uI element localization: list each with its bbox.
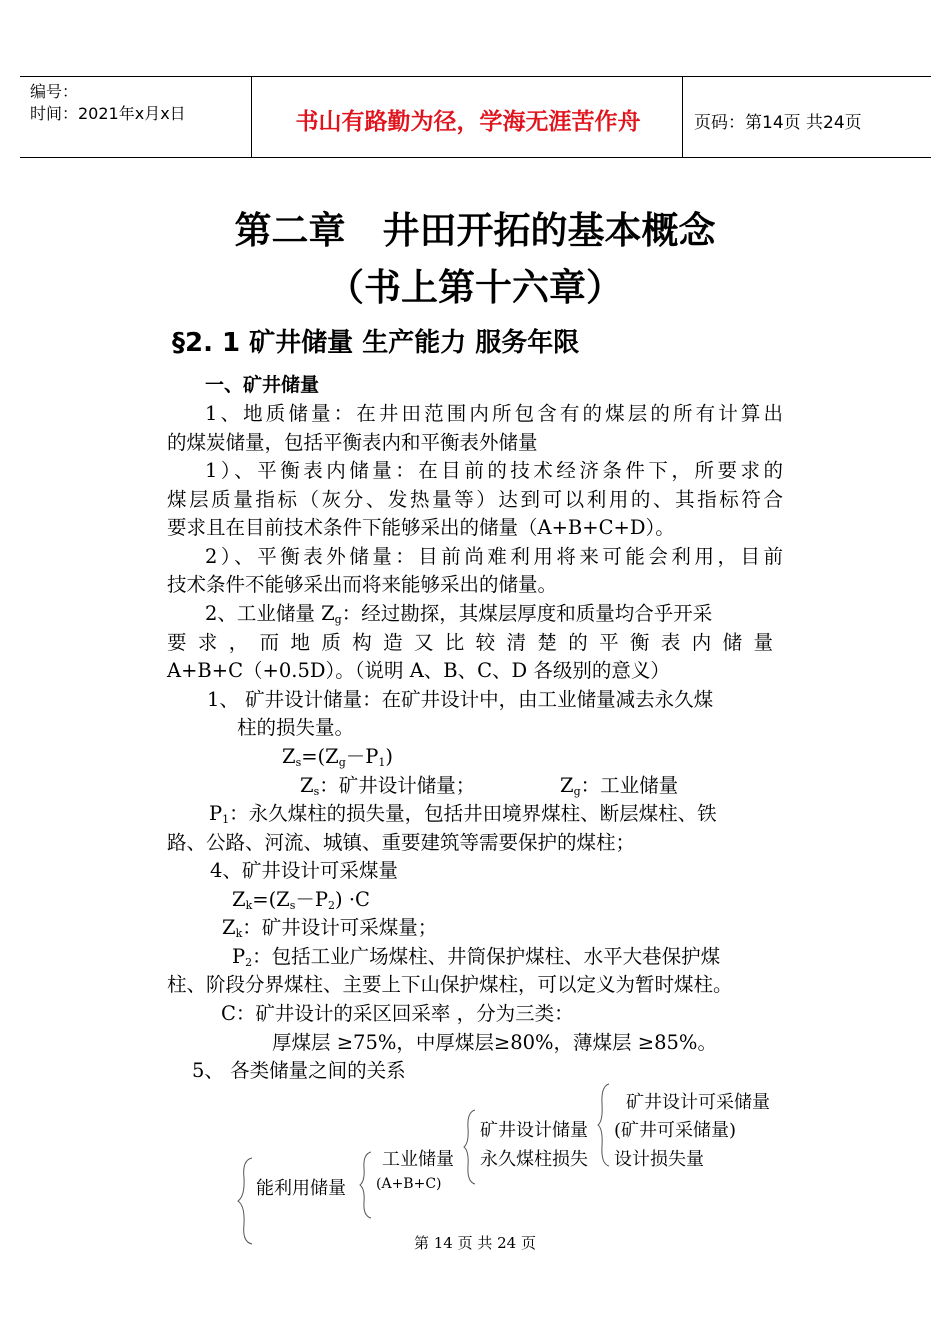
chapter-title: 第二章 井田开拓的基本概念 xyxy=(234,209,716,252)
paragraph-line: 技术条件不能够采出而将来能够采出的储量。 xyxy=(167,573,558,596)
paragraph-line: 2）、平衡表外储量：目前尚难利用将来可能会利用，目前 xyxy=(205,545,783,568)
diagram-recoverable-sub: (矿井可采储量) xyxy=(614,1120,737,1141)
paragraph-line: 厚煤层 ≥75%，中厚煤层≥80%，薄煤层 ≥85%。 xyxy=(272,1031,717,1054)
paragraph-line: 5、 各类储量之间的关系 xyxy=(192,1059,406,1082)
paragraph-line: 柱的损失量。 xyxy=(237,716,355,739)
header-divider xyxy=(251,77,252,157)
paragraph-line: 1、地质储量：在井田范围内所包含有的煤层的所有计算出 xyxy=(205,402,783,425)
diagram-permanent-loss: 永久煤柱损失 xyxy=(480,1149,588,1170)
definition-line: $Z_k$：矿井设计可采煤量； xyxy=(222,916,438,940)
diagram-industrial-sub: (A+B+C) xyxy=(376,1176,442,1192)
header-meta xyxy=(30,81,186,125)
paragraph-line: A+B+C（+0.5D）。（说明 A、B、C、D 各级别的意义） xyxy=(167,659,670,682)
paragraph-line: 4、矿井设计可采煤量 xyxy=(210,859,398,882)
diagram-industrial: 工业储量 xyxy=(382,1149,454,1170)
formula-zk: $Z_k=(Z_s-P_2) \cdot C$ xyxy=(232,888,370,912)
definition-line: $Z_s$：矿井设计储量； xyxy=(300,774,476,798)
brace-industrial xyxy=(358,1150,374,1220)
header-divider xyxy=(682,77,683,157)
page-footer: 第 14 页 共 24 页 xyxy=(413,1234,536,1252)
time-label: 时间：2021年x月x日 xyxy=(30,104,186,123)
formula-zs: $Z_s=(Z_g-P_1)$ xyxy=(282,745,393,769)
paragraph-line: $P_1$：永久煤柱的损失量，包括井田境界煤柱、断层煤柱、铁 xyxy=(209,802,717,826)
paragraph-line: 的煤炭储量，包括平衡表内和平衡表外储量 xyxy=(167,431,538,454)
paragraph-line: C：矿井设计的采区回采率 ，分为三类： xyxy=(221,1002,574,1025)
page-header xyxy=(20,76,931,158)
chapter-subtitle: （书上第十六章） xyxy=(327,266,623,309)
paragraph-line: 要求，而地质构造又比较清楚的平衡表内储量 xyxy=(167,631,773,654)
paragraph-line: 2、工业储量 $Z_g$：经过勘探，其煤层厚度和质量均合乎开采 xyxy=(205,602,713,626)
definition-line: $Z_g$：工业储量 xyxy=(560,774,679,798)
paragraph-line: 柱、阶段分界煤柱、主要上下山保护煤柱，可以定义为暂时煤柱。 xyxy=(167,973,733,996)
number-label: 编号： xyxy=(30,82,79,101)
diagram-recoverable: 矿井设计可采储量 xyxy=(626,1092,770,1113)
brace-recoverable xyxy=(596,1082,612,1168)
section-heading: §2. 1 矿井储量 生产能力 服务年限 xyxy=(172,328,580,358)
paragraph-line: 1）、平衡表内储量：在目前的技术经济条件下，所要求的 xyxy=(205,459,783,482)
header-motto: 书山有路勤为径，学海无涯苦作舟 xyxy=(295,109,641,135)
paragraph-line: $P_2$：包括工业广场煤柱、井筒保护煤柱、水平大巷保护煤 xyxy=(232,945,721,969)
paragraph-line: 1、 矿井设计储量：在矿井设计中，由工业储量减去永久煤 xyxy=(207,688,714,711)
header-page-info: 页码：第14页 共24页 xyxy=(694,113,862,133)
paragraph-line: 煤层质量指标（灰分、发热量等）达到可以利用的、其指标符合 xyxy=(167,488,783,511)
diagram-root: 能利用储量 xyxy=(256,1178,346,1199)
paragraph-line: 要求且在目前技术条件下能够采出的储量（A+B+C+D）。 xyxy=(167,516,675,539)
subsection-heading: 一、矿井储量 xyxy=(205,374,320,396)
diagram-design-loss: 设计损失量 xyxy=(614,1149,704,1170)
paragraph-line: 路、公路、河流、城镇、重要建筑等需要保护的煤柱； xyxy=(167,831,636,854)
brace-design xyxy=(462,1108,478,1186)
diagram-design-reserve: 矿井设计储量 xyxy=(480,1120,588,1141)
